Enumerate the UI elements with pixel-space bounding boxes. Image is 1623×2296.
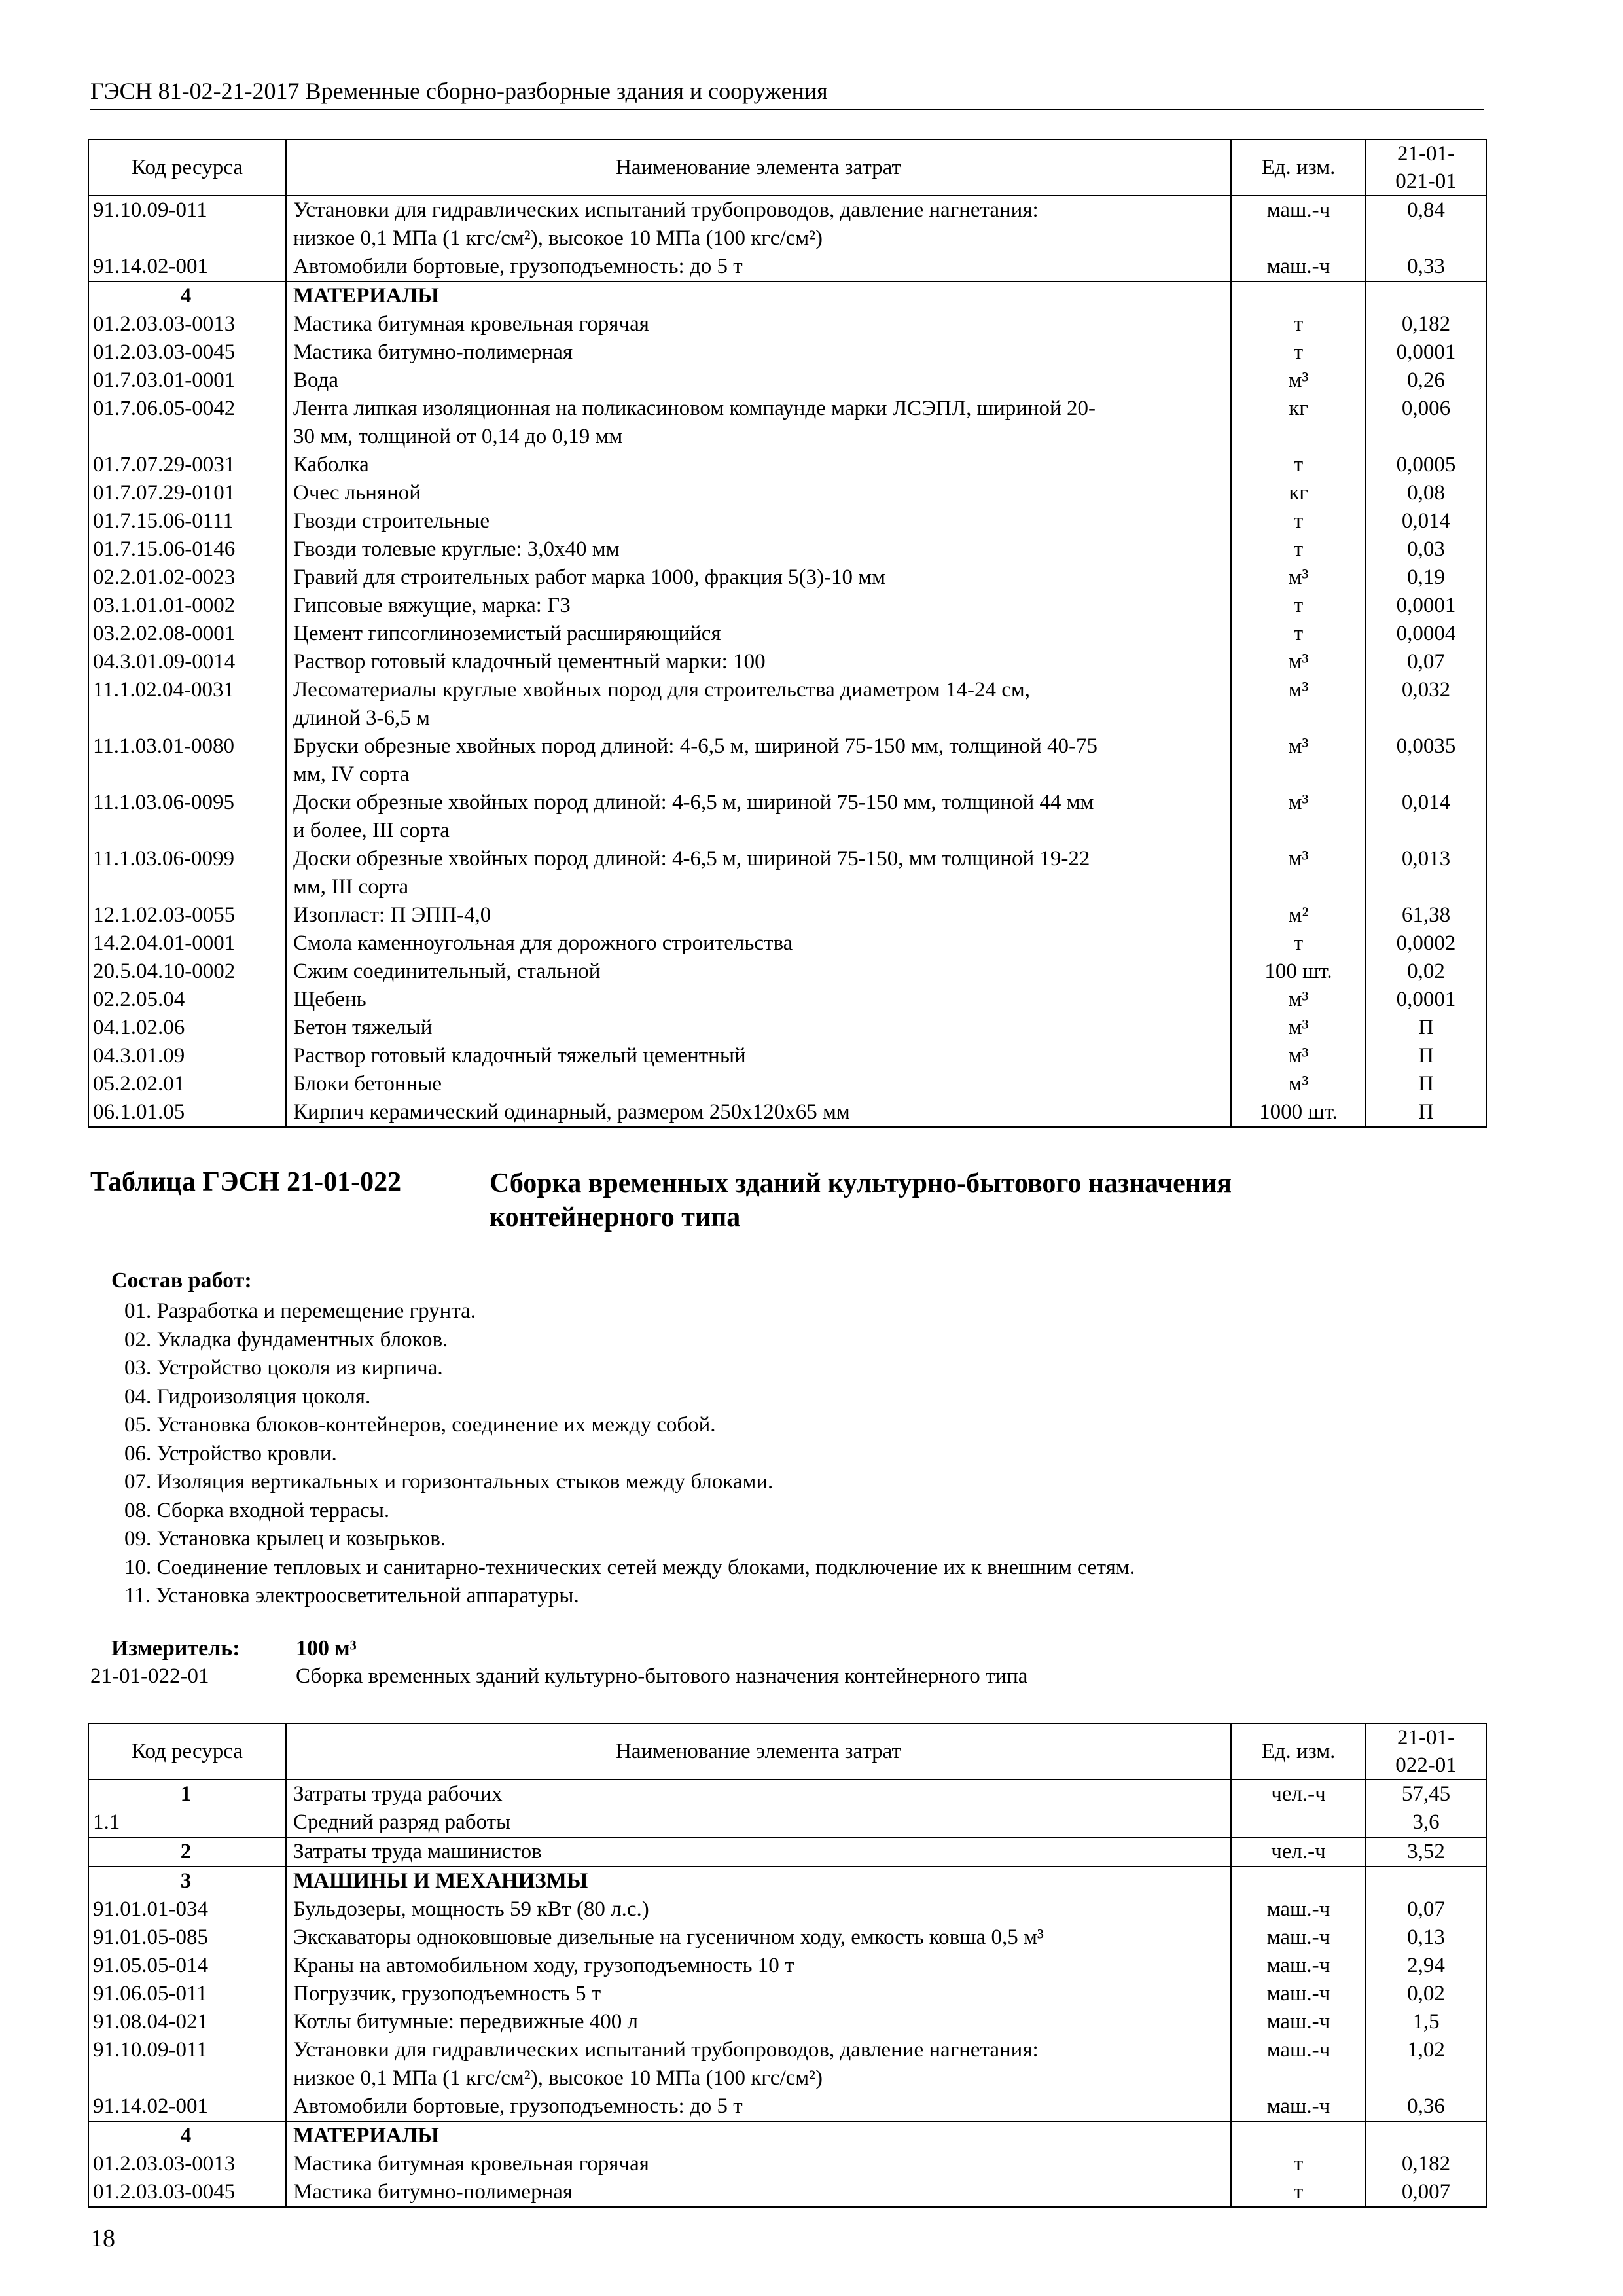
resource-unit: т <box>1231 451 1366 479</box>
resource-code: 1.1 <box>88 1808 286 1837</box>
resource-code: 12.1.02.03-0055 <box>88 901 286 929</box>
section-row <box>88 1837 1486 1867</box>
resource-name-line-1: Вода <box>293 368 338 392</box>
table-body <box>88 1780 1486 2207</box>
resource-table-021-01 <box>88 139 1487 1128</box>
resource-code: 04.1.02.06 <box>88 1014 286 1042</box>
resource-value: 0,19 <box>1366 564 1486 592</box>
resource-unit: м³ <box>1231 1042 1366 1070</box>
resource-unit <box>1231 281 1366 310</box>
table-row <box>88 958 1486 986</box>
resource-code: 11.1.03.06-0095 <box>88 789 286 845</box>
resource-code: 1 <box>88 1780 286 1808</box>
resource-name <box>286 1780 1231 1808</box>
resource-value: 0,26 <box>1366 367 1486 395</box>
table-row <box>88 732 1486 789</box>
resource-value <box>1366 281 1486 310</box>
work-item: 05. Установка блоков-контейнеров, соединение их между собой. <box>124 1413 716 1437</box>
resource-code: 11.1.03.01-0080 <box>88 732 286 789</box>
resource-value: 0,0002 <box>1366 929 1486 958</box>
table-row <box>88 479 1486 507</box>
resource-name-line-2: длиной 3-6,5 м <box>293 706 430 730</box>
resource-value: 0,84 <box>1366 196 1486 253</box>
resource-unit: т <box>1231 2178 1366 2207</box>
resource-value: 0,014 <box>1366 789 1486 845</box>
table-row <box>88 535 1486 564</box>
resource-name-line-1: Изопласт: П ЭПП-4,0 <box>293 903 491 927</box>
table-row <box>88 901 1486 929</box>
resource-name-line-1: Щебень <box>293 988 366 1011</box>
resource-value: 0,182 <box>1366 310 1486 338</box>
resource-name-line-1: Погрузчик, грузоподъемность 5 т <box>293 1982 601 2005</box>
table-row <box>88 2178 1486 2207</box>
table-row <box>88 507 1486 535</box>
table-row <box>88 395 1486 451</box>
resource-name-line-1: Кирпич керамический одинарный, размером 250х120х65 мм <box>293 1100 850 1124</box>
resource-name-line-1: МАШИНЫ И МЕХАНИЗМЫ <box>293 1869 588 1893</box>
section-row <box>88 1780 1486 1808</box>
table-row <box>88 2150 1486 2178</box>
resource-value: 0,006 <box>1366 395 1486 451</box>
resource-name <box>286 592 1231 620</box>
resource-name-line-1: Лента липкая изоляционная на поликасиновом компаунде марки ЛСЭПЛ, шириной 20- <box>293 397 1096 420</box>
table-row <box>88 338 1486 367</box>
table-row <box>88 1042 1486 1070</box>
resource-code: 14.2.04.01-0001 <box>88 929 286 958</box>
resource-code: 4 <box>88 2121 286 2150</box>
resource-name <box>286 958 1231 986</box>
resource-unit: м³ <box>1231 986 1366 1014</box>
table-name <box>490 1166 1471 1234</box>
resource-name <box>286 196 1231 253</box>
table-row <box>88 196 1486 253</box>
table-row <box>88 929 1486 958</box>
resource-name-line-1: Раствор готовый кладочный цементный марки: 100 <box>293 650 766 673</box>
resource-code: 01.7.15.06-0111 <box>88 507 286 535</box>
resource-unit: маш.-ч <box>1231 1924 1366 1952</box>
resource-value: 0,0001 <box>1366 592 1486 620</box>
resource-name <box>286 901 1231 929</box>
resource-name <box>286 676 1231 732</box>
col-value-header <box>1366 139 1486 196</box>
col-code-header: Код ресурса <box>88 139 286 196</box>
resource-name-line-1: Доски обрезные хвойных пород длиной: 4-6,5 м, шириной 75-150, мм толщиной 19-22 <box>293 847 1090 870</box>
resource-unit: м² <box>1231 901 1366 929</box>
resource-value: 0,0001 <box>1366 338 1486 367</box>
resource-name-line-1: Мастика битумно-полимерная <box>293 2180 573 2204</box>
resource-name-line-1: Автомобили бортовые, грузоподъемность: до 5 т <box>293 255 743 278</box>
resource-name-line-1: Затраты труда рабочих <box>293 1782 503 1806</box>
resource-value: 0,0005 <box>1366 451 1486 479</box>
work-item: 07. Изоляция вертикальных и горизонтальных стыков между блоками. <box>124 1470 774 1494</box>
resource-name-line-2: низкое 0,1 МПа (1 кгс/см²), высокое 10 МПа (100 кгс/см²) <box>293 226 823 250</box>
table-row <box>88 1980 1486 2008</box>
resource-unit: т <box>1231 929 1366 958</box>
resource-value: 1,5 <box>1366 2008 1486 2036</box>
table-row <box>88 676 1486 732</box>
resource-code: 91.01.01-034 <box>88 1895 286 1924</box>
meter-value-text: 100 м³ <box>296 1636 357 1660</box>
resource-name <box>286 732 1231 789</box>
resource-unit: маш.-ч <box>1231 196 1366 253</box>
resource-name <box>286 929 1231 958</box>
table-row <box>88 451 1486 479</box>
resource-value <box>1366 2121 1486 2150</box>
work-item: 03. Устройство цоколя из кирпича. <box>124 1356 443 1380</box>
resource-code: 05.2.02.01 <box>88 1070 286 1098</box>
resource-unit <box>1231 1867 1366 1895</box>
resource-name <box>286 648 1231 676</box>
table-body <box>88 196 1486 1127</box>
resource-code: 01.2.03.03-0045 <box>88 2178 286 2207</box>
resource-code: 91.14.02-001 <box>88 2092 286 2121</box>
resource-unit: маш.-ч <box>1231 1980 1366 2008</box>
resource-unit: кг <box>1231 479 1366 507</box>
resource-name <box>286 1042 1231 1070</box>
resource-code: 2 <box>88 1837 286 1867</box>
resource-unit: маш.-ч <box>1231 2036 1366 2092</box>
col-value-header-top: 21-01- <box>1397 1726 1455 1749</box>
resource-name <box>286 789 1231 845</box>
resource-unit: кг <box>1231 395 1366 451</box>
resource-name-line-1: Гравий для строительных работ марка 1000, фракция 5(3)-10 мм <box>293 565 885 589</box>
resource-name <box>286 564 1231 592</box>
resource-name <box>286 1924 1231 1952</box>
resource-code: 01.7.07.29-0031 <box>88 451 286 479</box>
resource-value: 57,45 <box>1366 1780 1486 1808</box>
resource-name <box>286 1837 1231 1867</box>
resource-name-line-2: 30 мм, толщиной от 0,14 до 0,19 мм <box>293 425 623 448</box>
resource-value: 0,02 <box>1366 1980 1486 2008</box>
resource-name-line-2: и более, III сорта <box>293 819 450 842</box>
resource-unit: м³ <box>1231 1070 1366 1098</box>
resource-unit: 1000 шт. <box>1231 1098 1366 1127</box>
table-row <box>88 789 1486 845</box>
resource-name-line-1: Гвозди строительные <box>293 509 490 533</box>
resource-unit: маш.-ч <box>1231 1895 1366 1924</box>
resource-name-line-1: Установки для гидравлических испытаний трубопроводов, давление нагнетания: <box>293 2038 1039 2062</box>
resource-value: 0,0001 <box>1366 986 1486 1014</box>
section-row <box>88 281 1486 310</box>
resource-value: 2,94 <box>1366 1952 1486 1980</box>
section-row <box>88 1867 1486 1895</box>
resource-unit: маш.-ч <box>1231 253 1366 281</box>
resource-name-line-1: Сжим соединительный, стальной <box>293 960 601 983</box>
col-value-header-bottom: 021-01 <box>1395 170 1457 193</box>
table-row <box>88 1952 1486 1980</box>
resource-name-line-1: Бруски обрезные хвойных пород длиной: 4-6,5 м, шириной 75-150 мм, толщиной 40-75 <box>293 734 1098 758</box>
resource-value: П <box>1366 1042 1486 1070</box>
table-row <box>88 1070 1486 1098</box>
table-row <box>88 648 1486 676</box>
col-value-header-top: 21-01- <box>1397 142 1455 166</box>
resource-unit: м³ <box>1231 367 1366 395</box>
resource-name-line-1: Цемент гипсоглиноземистый расширяющийся <box>293 622 721 645</box>
resource-value: 0,02 <box>1366 958 1486 986</box>
resource-code: 01.2.03.03-0013 <box>88 2150 286 2178</box>
table-row <box>88 253 1486 281</box>
resource-value: П <box>1366 1070 1486 1098</box>
norm-description: Сборка временных зданий культурно-бытового назначения контейнерного типа <box>296 1664 1028 1688</box>
table-row <box>88 1808 1486 1837</box>
resource-code: 3 <box>88 1867 286 1895</box>
resource-name <box>286 1014 1231 1042</box>
table-row <box>88 564 1486 592</box>
col-value-header <box>1366 1723 1486 1780</box>
resource-name-line-1: Блоки бетонные <box>293 1072 442 1096</box>
table-row <box>88 620 1486 648</box>
resource-unit: т <box>1231 620 1366 648</box>
resource-value: 0,013 <box>1366 845 1486 901</box>
resource-name-line-1: Очес льняной <box>293 481 421 505</box>
resource-name <box>286 2036 1231 2092</box>
resource-name-line-1: Лесоматериалы круглые хвойных пород для строительства диаметром 14-24 см, <box>293 678 1030 702</box>
resource-value: 0,33 <box>1366 253 1486 281</box>
resource-code: 4 <box>88 281 286 310</box>
resource-name <box>286 451 1231 479</box>
work-item: 02. Укладка фундаментных блоков. <box>124 1327 448 1352</box>
resource-name <box>286 310 1231 338</box>
resource-code: 04.3.01.09-0014 <box>88 648 286 676</box>
resource-name <box>286 1980 1231 2008</box>
resource-value: 3,6 <box>1366 1808 1486 1837</box>
resource-unit: маш.-ч <box>1231 2008 1366 2036</box>
table-name-line-1: Сборка временных зданий культурно-бытового назначения <box>490 1168 1232 1198</box>
table-row <box>88 1895 1486 1924</box>
table-row <box>88 592 1486 620</box>
resource-value: 61,38 <box>1366 901 1486 929</box>
resource-name-line-1: МАТЕРИАЛЫ <box>293 284 439 308</box>
table-row <box>88 1924 1486 1952</box>
resource-name <box>286 395 1231 451</box>
resource-name-line-1: Затраты труда машинистов <box>293 1840 542 1863</box>
resource-unit: м³ <box>1231 1014 1366 1042</box>
resource-table-022-01 <box>88 1723 1487 2208</box>
resource-unit: т <box>1231 592 1366 620</box>
resource-name <box>286 507 1231 535</box>
resource-name <box>286 535 1231 564</box>
col-unit-header: Ед. изм. <box>1231 139 1366 196</box>
resource-code: 20.5.04.10-0002 <box>88 958 286 986</box>
resource-code: 91.14.02-001 <box>88 253 286 281</box>
resource-name <box>286 1952 1231 1980</box>
col-name-header: Наименование элемента затрат <box>286 139 1231 196</box>
resource-name <box>286 1895 1231 1924</box>
table-name-line-2: контейнерного типа <box>490 1202 741 1232</box>
resource-name <box>286 2121 1231 2150</box>
resource-value: П <box>1366 1014 1486 1042</box>
resource-name <box>286 367 1231 395</box>
table-row <box>88 1014 1486 1042</box>
resource-unit: м³ <box>1231 732 1366 789</box>
resource-unit: м³ <box>1231 564 1366 592</box>
resource-code: 02.2.01.02-0023 <box>88 564 286 592</box>
resource-name-line-1: Установки для гидравлических испытаний трубопроводов, давление нагнетания: <box>293 198 1039 222</box>
resource-name-line-1: Гипсовые вяжущие, марка: Г3 <box>293 594 571 617</box>
resource-value: 0,007 <box>1366 2178 1486 2207</box>
resource-unit: т <box>1231 2150 1366 2178</box>
resource-code: 01.7.15.06-0146 <box>88 535 286 564</box>
resource-name-line-2: мм, IV сорта <box>293 762 410 786</box>
resource-name-line-1: Экскаваторы одноковшовые дизельные на гусеничном ходу, емкость ковша 0,5 м³ <box>293 1926 1044 1949</box>
table-title: Таблица ГЭСН 21-01-022 <box>90 1167 402 1197</box>
resource-unit: м³ <box>1231 845 1366 901</box>
resource-name <box>286 281 1231 310</box>
table-row <box>88 2008 1486 2036</box>
resource-code: 06.1.01.05 <box>88 1098 286 1127</box>
resource-name <box>286 479 1231 507</box>
table-header-row <box>88 1723 1486 1780</box>
resource-code: 01.7.07.29-0101 <box>88 479 286 507</box>
resource-code: 11.1.03.06-0099 <box>88 845 286 901</box>
table-row <box>88 367 1486 395</box>
resource-name <box>286 845 1231 901</box>
resource-code: 91.06.05-011 <box>88 1980 286 2008</box>
resource-unit: м³ <box>1231 648 1366 676</box>
work-item: 04. Гидроизоляция цоколя. <box>124 1384 371 1408</box>
resource-name <box>286 2008 1231 2036</box>
resource-name <box>286 2092 1231 2121</box>
works-heading: Состав работ: <box>111 1268 252 1293</box>
resource-name-line-2: мм, III сорта <box>293 875 409 899</box>
table-row <box>88 2092 1486 2121</box>
resource-value: 0,13 <box>1366 1924 1486 1952</box>
col-code-header: Код ресурса <box>88 1723 286 1780</box>
resource-name <box>286 1070 1231 1098</box>
resource-name <box>286 2178 1231 2207</box>
norm-code: 21-01-022-01 <box>90 1664 209 1688</box>
resource-unit: чел.-ч <box>1231 1837 1366 1867</box>
resource-name <box>286 620 1231 648</box>
resource-value: 0,07 <box>1366 1895 1486 1924</box>
work-item: 06. Устройство кровли. <box>124 1441 337 1465</box>
resource-value: 0,03 <box>1366 535 1486 564</box>
resource-name <box>286 253 1231 281</box>
table-header-row <box>88 139 1486 196</box>
col-value-header-bottom: 022-01 <box>1395 1753 1457 1777</box>
resource-name <box>286 2150 1231 2178</box>
resource-name-line-1: Мастика битумная кровельная горячая <box>293 2152 649 2176</box>
resource-name-line-1: Раствор готовый кладочный тяжелый цементный <box>293 1044 746 1067</box>
page-number: 18 <box>90 2225 115 2252</box>
resource-value: 0,0004 <box>1366 620 1486 648</box>
resource-code: 01.7.06.05-0042 <box>88 395 286 451</box>
table-row <box>88 845 1486 901</box>
resource-unit: т <box>1231 507 1366 535</box>
resource-name-line-1: МАТЕРИАЛЫ <box>293 2124 439 2147</box>
resource-name-line-2: низкое 0,1 МПа (1 кгс/см²), высокое 10 МПа (100 кгс/см²) <box>293 2066 823 2090</box>
resource-name <box>286 986 1231 1014</box>
resource-code: 03.1.01.01-0002 <box>88 592 286 620</box>
work-item: 11. Установка электроосветительной аппаратуры. <box>124 1584 579 1607</box>
resource-name <box>286 1867 1231 1895</box>
resource-value: 0,0035 <box>1366 732 1486 789</box>
resource-code: 91.10.09-011 <box>88 2036 286 2092</box>
resource-code: 01.2.03.03-0013 <box>88 310 286 338</box>
resource-unit: т <box>1231 310 1366 338</box>
resource-code: 91.05.05-014 <box>88 1952 286 1980</box>
work-item: 01. Разработка и перемещение грунта. <box>124 1299 476 1323</box>
resource-code: 91.10.09-011 <box>88 196 286 253</box>
resource-value: 0,182 <box>1366 2150 1486 2178</box>
resource-code: 91.01.05-085 <box>88 1924 286 1952</box>
resource-unit: т <box>1231 535 1366 564</box>
resource-name-line-1: Краны на автомобильном ходу, грузоподъемность 10 т <box>293 1954 794 1977</box>
resource-value: 0,014 <box>1366 507 1486 535</box>
resource-unit: маш.-ч <box>1231 1952 1366 1980</box>
resource-name-line-1: Бетон тяжелый <box>293 1016 433 1039</box>
resource-value: 0,08 <box>1366 479 1486 507</box>
resource-code: 04.3.01.09 <box>88 1042 286 1070</box>
resource-unit: т <box>1231 338 1366 367</box>
resource-unit: маш.-ч <box>1231 2092 1366 2121</box>
resource-value: 0,07 <box>1366 648 1486 676</box>
resource-code: 02.2.05.04 <box>88 986 286 1014</box>
resource-code: 01.7.03.01-0001 <box>88 367 286 395</box>
resource-value: 0,032 <box>1366 676 1486 732</box>
running-header: ГЭСН 81-02-21-2017 Временные сборно-разборные здания и сооружения <box>90 77 1484 110</box>
resource-value: П <box>1366 1098 1486 1127</box>
resource-name-line-1: Доски обрезные хвойных пород длиной: 4-6,5 м, шириной 75-150 мм, толщиной 44 мм <box>293 791 1094 814</box>
resource-code: 91.08.04-021 <box>88 2008 286 2036</box>
resource-unit: м³ <box>1231 789 1366 845</box>
resource-name-line-1: Автомобили бортовые, грузоподъемность: до 5 т <box>293 2094 743 2118</box>
work-item: 08. Сборка входной террасы. <box>124 1498 390 1522</box>
works-list <box>124 1297 1135 1611</box>
col-unit-header: Ед. изм. <box>1231 1723 1366 1780</box>
resource-code: 01.2.03.03-0045 <box>88 338 286 367</box>
resource-name-line-1: Средний разряд работы <box>293 1810 511 1834</box>
resource-name-line-1: Каболка <box>293 453 369 476</box>
col-name-header: Наименование элемента затрат <box>286 1723 1231 1780</box>
resource-value: 0,36 <box>1366 2092 1486 2121</box>
resource-name-line-1: Мастика битумная кровельная горячая <box>293 312 649 336</box>
resource-name-line-1: Смола каменноугольная для дорожного строительства <box>293 931 793 955</box>
resource-code: 03.2.02.08-0001 <box>88 620 286 648</box>
resource-unit: 100 шт. <box>1231 958 1366 986</box>
resource-name-line-1: Котлы битумные: передвижные 400 л <box>293 2010 639 2034</box>
work-item: 10. Соединение тепловых и санитарно-технических сетей между блоками, подключение их к внешним сетям. <box>124 1555 1135 1579</box>
resource-code: 11.1.02.04-0031 <box>88 676 286 732</box>
resource-unit: м³ <box>1231 676 1366 732</box>
resource-name-line-1: Мастика битумно-полимерная <box>293 340 573 364</box>
meter-value <box>296 1636 357 1661</box>
table-row <box>88 310 1486 338</box>
resource-unit <box>1231 2121 1366 2150</box>
resource-name-line-1: Гвозди толевые круглые: 3,0х40 мм <box>293 537 620 561</box>
resource-name-line-1: Бульдозеры, мощность 59 кВт (80 л.с.) <box>293 1897 649 1921</box>
meter-label: Измеритель: <box>111 1636 240 1660</box>
table-row <box>88 1098 1486 1127</box>
resource-value: 1,02 <box>1366 2036 1486 2092</box>
resource-name <box>286 338 1231 367</box>
resource-unit <box>1231 1808 1366 1837</box>
work-item: 09. Установка крылец и козырьков. <box>124 1527 446 1551</box>
resource-name <box>286 1098 1231 1127</box>
resource-unit: чел.-ч <box>1231 1780 1366 1808</box>
table-row <box>88 2036 1486 2092</box>
resource-name <box>286 1808 1231 1837</box>
resource-value <box>1366 1867 1486 1895</box>
section-row <box>88 2121 1486 2150</box>
resource-value: 3,52 <box>1366 1837 1486 1867</box>
table-row <box>88 986 1486 1014</box>
